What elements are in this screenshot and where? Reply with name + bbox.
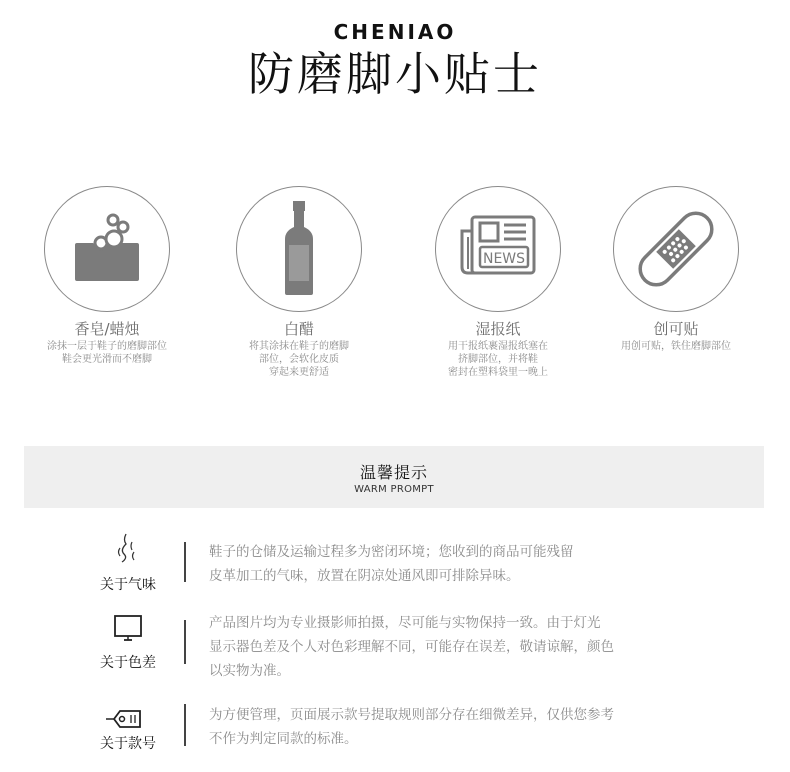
tip-desc: 将其涂抹在鞋子的磨脚 部位，会软化皮质 穿起来更舒适 bbox=[249, 341, 349, 378]
notice-label: 关于款号 bbox=[100, 736, 156, 752]
tip-circle bbox=[613, 186, 739, 312]
tip-newspaper bbox=[408, 186, 588, 379]
tip-circle bbox=[435, 186, 561, 312]
monitor-icon bbox=[90, 612, 164, 652]
odor-icon bbox=[90, 528, 164, 568]
tip-desc: 涂抹一层于鞋子的磨脚部位 鞋会更光滑而不磨脚 bbox=[47, 341, 167, 365]
notice-text: 为方便管理，页面展示款号提取规则部分存在细微差异，仅供您参考 不作为判定同款的标准。 bbox=[209, 707, 614, 747]
warm-prompt-banner bbox=[24, 446, 764, 508]
tip-circle bbox=[44, 186, 170, 312]
tip-name: 创可贴 bbox=[653, 320, 699, 338]
tip-name: 香皂/蜡烛 bbox=[74, 320, 140, 338]
divider bbox=[184, 542, 186, 582]
notice-text: 产品图片均为专业摄影师拍摄，尽可能与实物保持一致。由于灯光 显示器色差及个人对色彩理解不同，可能存在误差，敬请谅解，颜色 以实物为准。 bbox=[209, 615, 614, 679]
brand-logo: CHENIAO bbox=[333, 20, 457, 44]
notice-odor bbox=[90, 528, 690, 598]
divider bbox=[184, 620, 186, 664]
soap-icon bbox=[45, 187, 169, 311]
page-title: 防磨脚小贴士 bbox=[248, 47, 542, 101]
banner-title-en: WARM PROMPT bbox=[354, 484, 434, 495]
tip-desc: 用创可贴，铁住磨脚部位 bbox=[621, 341, 731, 352]
tip-vinegar bbox=[209, 186, 389, 379]
notice-label: 关于色差 bbox=[100, 655, 156, 671]
tip-bandage bbox=[586, 186, 766, 353]
news-label: NEWS bbox=[482, 251, 526, 267]
bandage-icon bbox=[614, 187, 738, 311]
tip-name: 湿报纸 bbox=[475, 320, 521, 338]
notice-text: 鞋子的仓储及运输过程多为密闭环境；您收到的商品可能残留 皮革加工的气味，放置在阴凉处通风即可排除异味。 bbox=[209, 544, 574, 584]
newspaper-icon bbox=[436, 187, 560, 311]
tip-circle bbox=[236, 186, 362, 312]
tip-name: 白醋 bbox=[283, 320, 314, 338]
notice-label: 关于气味 bbox=[100, 577, 156, 593]
tip-soap bbox=[17, 186, 197, 366]
divider bbox=[184, 704, 186, 746]
notice-color bbox=[90, 612, 690, 682]
vinegar-bottle-icon bbox=[237, 187, 361, 311]
notice-style-number bbox=[90, 700, 690, 760]
tip-desc: 用干报纸裹湿报纸塞在 挤脚部位，并将鞋 密封在塑料袋里一晚上 bbox=[448, 341, 548, 378]
banner-title-cn: 温馨提示 bbox=[359, 463, 428, 482]
